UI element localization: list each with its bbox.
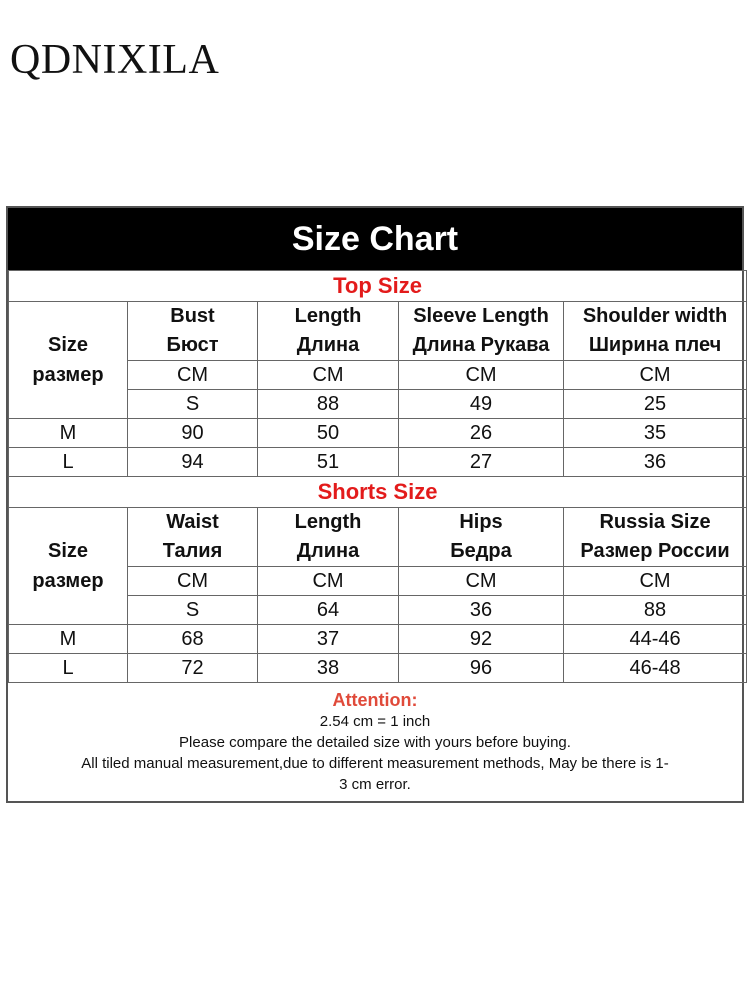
attention-title: Attention: <box>332 690 418 710</box>
column-header-ru: Бюст <box>166 334 219 356</box>
column-header-sleeve-length <box>399 302 564 361</box>
value-cell: 92 <box>399 625 564 654</box>
value-cell: 88 <box>258 390 399 419</box>
column-header-ru: Размер России <box>580 540 730 562</box>
size-cell: L <box>9 448 128 477</box>
value-cell: 44-46 <box>564 625 747 654</box>
column-header-shoulder-width <box>564 302 747 361</box>
unit-cell: CM <box>258 361 399 390</box>
column-header-en: Waist <box>166 511 219 533</box>
value-cell: 72 <box>128 654 258 683</box>
unit-cell: CM <box>399 567 564 596</box>
attention-line: Please compare the detailed size with yours before buying. <box>179 734 571 751</box>
column-header-ru: Ширина плеч <box>588 334 722 356</box>
column-header-ru: Длина Рукава <box>412 334 550 356</box>
value-cell: 25 <box>564 390 747 419</box>
size-chart <box>6 206 744 803</box>
attention-line: All tiled manual measurement,due to different measurement methods, May be there is 1- <box>81 755 669 772</box>
unit-cell: CM <box>564 567 747 596</box>
value-cell: 49 <box>399 390 564 419</box>
column-header-ru: Талия <box>162 540 223 562</box>
value-cell: 27 <box>399 448 564 477</box>
table-row <box>9 419 747 448</box>
unit-cell: CM <box>258 567 399 596</box>
size-cell: S <box>128 390 258 419</box>
shorts-size-section-title: Shorts Size <box>9 477 747 508</box>
value-cell: 26 <box>399 419 564 448</box>
value-cell: 46-48 <box>564 654 747 683</box>
value-cell: 64 <box>258 596 399 625</box>
column-header-length <box>258 302 399 361</box>
table-row <box>9 654 747 683</box>
size-cell: L <box>9 654 128 683</box>
column-header-en: Length <box>294 305 362 327</box>
column-header-length <box>258 508 399 567</box>
attention-note <box>8 683 742 801</box>
value-cell: 94 <box>128 448 258 477</box>
value-cell: 35 <box>564 419 747 448</box>
value-cell: 51 <box>258 448 399 477</box>
size-header-en: Size <box>47 334 89 356</box>
value-cell: 50 <box>258 419 399 448</box>
size-header-ru: размер <box>32 570 104 592</box>
value-cell: 90 <box>128 419 258 448</box>
column-header-russia-size <box>564 508 747 567</box>
unit-cell: CM <box>128 361 258 390</box>
column-header-ru: Длина <box>296 540 360 562</box>
column-header-en: Sleeve Length <box>413 305 549 327</box>
column-header-en: Shoulder width <box>582 305 728 327</box>
attention-line: 2.54 cm = 1 inch <box>319 713 431 730</box>
column-header-en: Length <box>294 511 362 533</box>
unit-cell: CM <box>399 361 564 390</box>
unit-cell: CM <box>128 567 258 596</box>
top-size-table <box>8 270 747 683</box>
size-header <box>9 302 128 419</box>
column-header-waist <box>128 508 258 567</box>
column-header-en: Russia Size <box>599 511 711 533</box>
column-header-en: Hips <box>459 511 503 533</box>
value-cell: 37 <box>258 625 399 654</box>
size-header <box>9 508 128 625</box>
size-cell: S <box>128 596 258 625</box>
column-header-hips <box>399 508 564 567</box>
column-header-en: Bust <box>170 305 215 327</box>
brand-name: QDNIXILA <box>10 37 220 83</box>
value-cell: 88 <box>564 596 747 625</box>
size-header-en: Size <box>47 540 89 562</box>
unit-cell: CM <box>564 361 747 390</box>
value-cell: 36 <box>564 448 747 477</box>
size-cell: M <box>9 625 128 654</box>
column-header-ru: Бедра <box>450 540 512 562</box>
value-cell: 38 <box>258 654 399 683</box>
attention-line: 3 cm error. <box>339 776 411 793</box>
table-row <box>9 448 747 477</box>
table-row <box>9 625 747 654</box>
value-cell: 36 <box>399 596 564 625</box>
value-cell: 68 <box>128 625 258 654</box>
size-header-ru: размер <box>32 364 104 386</box>
chart-title: Size Chart <box>8 208 742 270</box>
column-header-ru: Длина <box>296 334 360 356</box>
top-size-section-title: Top Size <box>9 271 747 302</box>
value-cell: 96 <box>399 654 564 683</box>
size-cell: M <box>9 419 128 448</box>
column-header-bust <box>128 302 258 361</box>
